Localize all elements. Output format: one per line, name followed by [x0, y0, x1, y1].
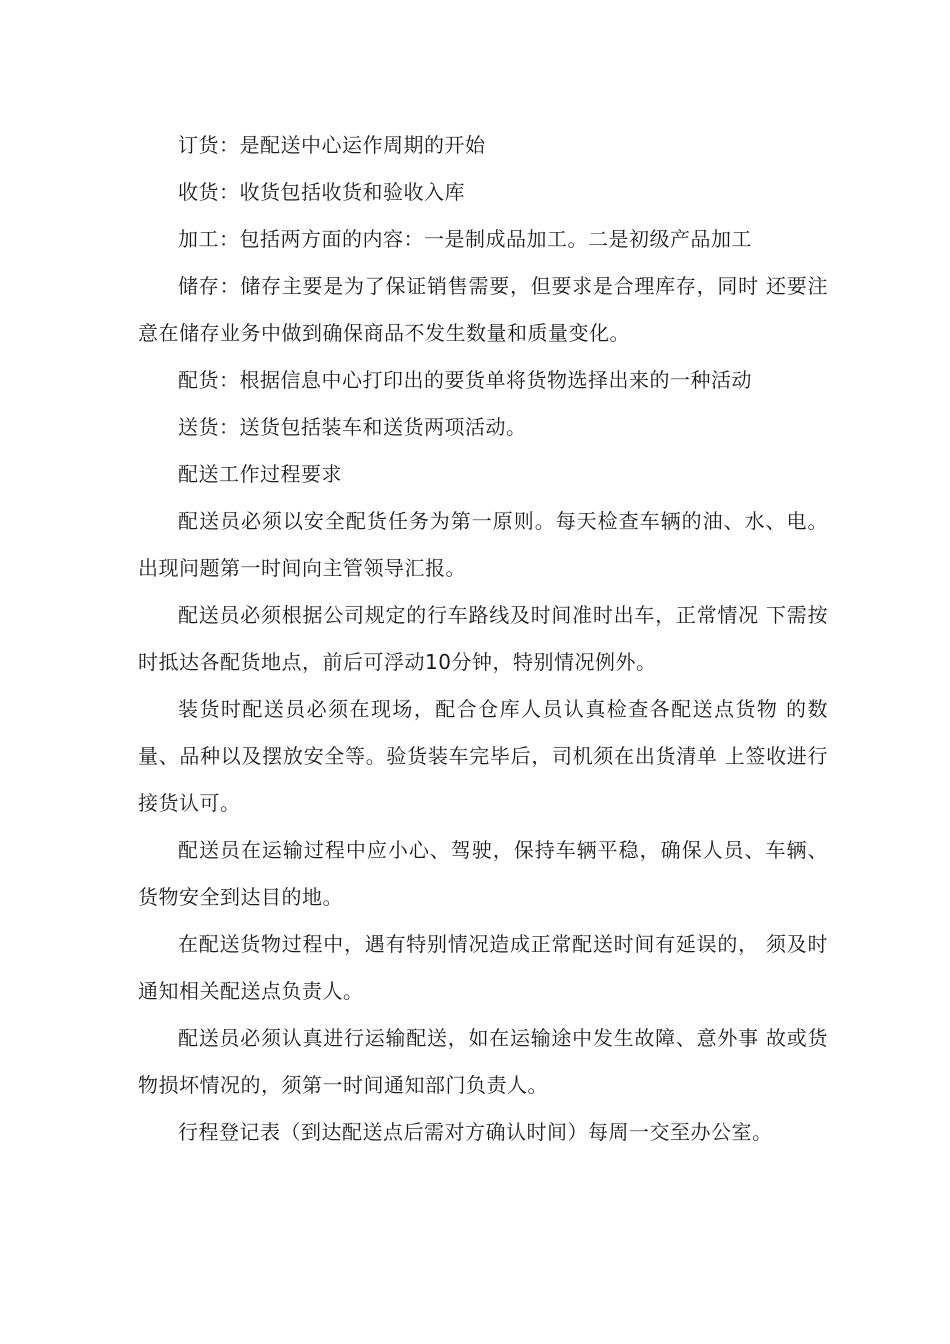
paragraph-schedule-rule: 配送员必须根据公司规定的行车路线及时间准时出车，正常情况 下需按时抵达各配货地点，前后可浮动10分钟，特别情况例外。 [138, 603, 828, 674]
paragraph-driving-rule: 配送员在运输过程中应小心、驾驶，保持车辆平稳，确保人员、车辆、货物安全到达目的地。 [138, 838, 828, 909]
paragraph-logbook-rule: 行程登记表（到达配送点后需对方确认时间）每周一交至办公室。 [178, 1120, 773, 1144]
paragraph-processing: 加工：包括两方面的内容：一是制成品加工。二是初级产品加工 [178, 227, 752, 251]
paragraph-ordering: 订货：是配送中心运作周期的开始 [178, 133, 486, 157]
paragraph-loading-rule: 装货时配送员必须在现场，配合仓库人员认真检查各配送点货物 的数量、品种以及摆放安全等。验货装车完毕后，司机须在出货清单 上签收进行接货认可。 [138, 697, 828, 815]
section-heading-requirements: 配送工作过程要求 [178, 462, 342, 486]
paragraph-picking: 配货：根据信息中心打印出的要货单将货物选择出来的一种活动 [178, 368, 752, 392]
paragraph-receiving: 收货：收货包括收货和验收入库 [178, 180, 465, 204]
paragraph-safety-rule: 配送员必须以安全配货任务为第一原则。每天检查车辆的油、水、电。出现问题第一时间向主管领导汇报。 [138, 509, 828, 580]
paragraph-delivery: 送货：送货包括装车和送货两项活动。 [178, 415, 527, 439]
paragraph-incident-rule: 配送员必须认真进行运输配送，如在运输途中发生故障、意外事 故或货物损坏情况的，须第一时间通知部门负责人。 [138, 1026, 828, 1097]
paragraph-storage: 储存：储存主要是为了保证销售需要，但要求是合理库存，同时 还要注意在储存业务中做到确保商品不发生数量和质量变化。 [138, 274, 828, 345]
document-body [138, 122, 828, 1156]
paragraph-delay-rule: 在配送货物过程中，遇有特别情况造成正常配送时间有延误的， 须及时通知相关配送点负责人。 [138, 932, 828, 1003]
